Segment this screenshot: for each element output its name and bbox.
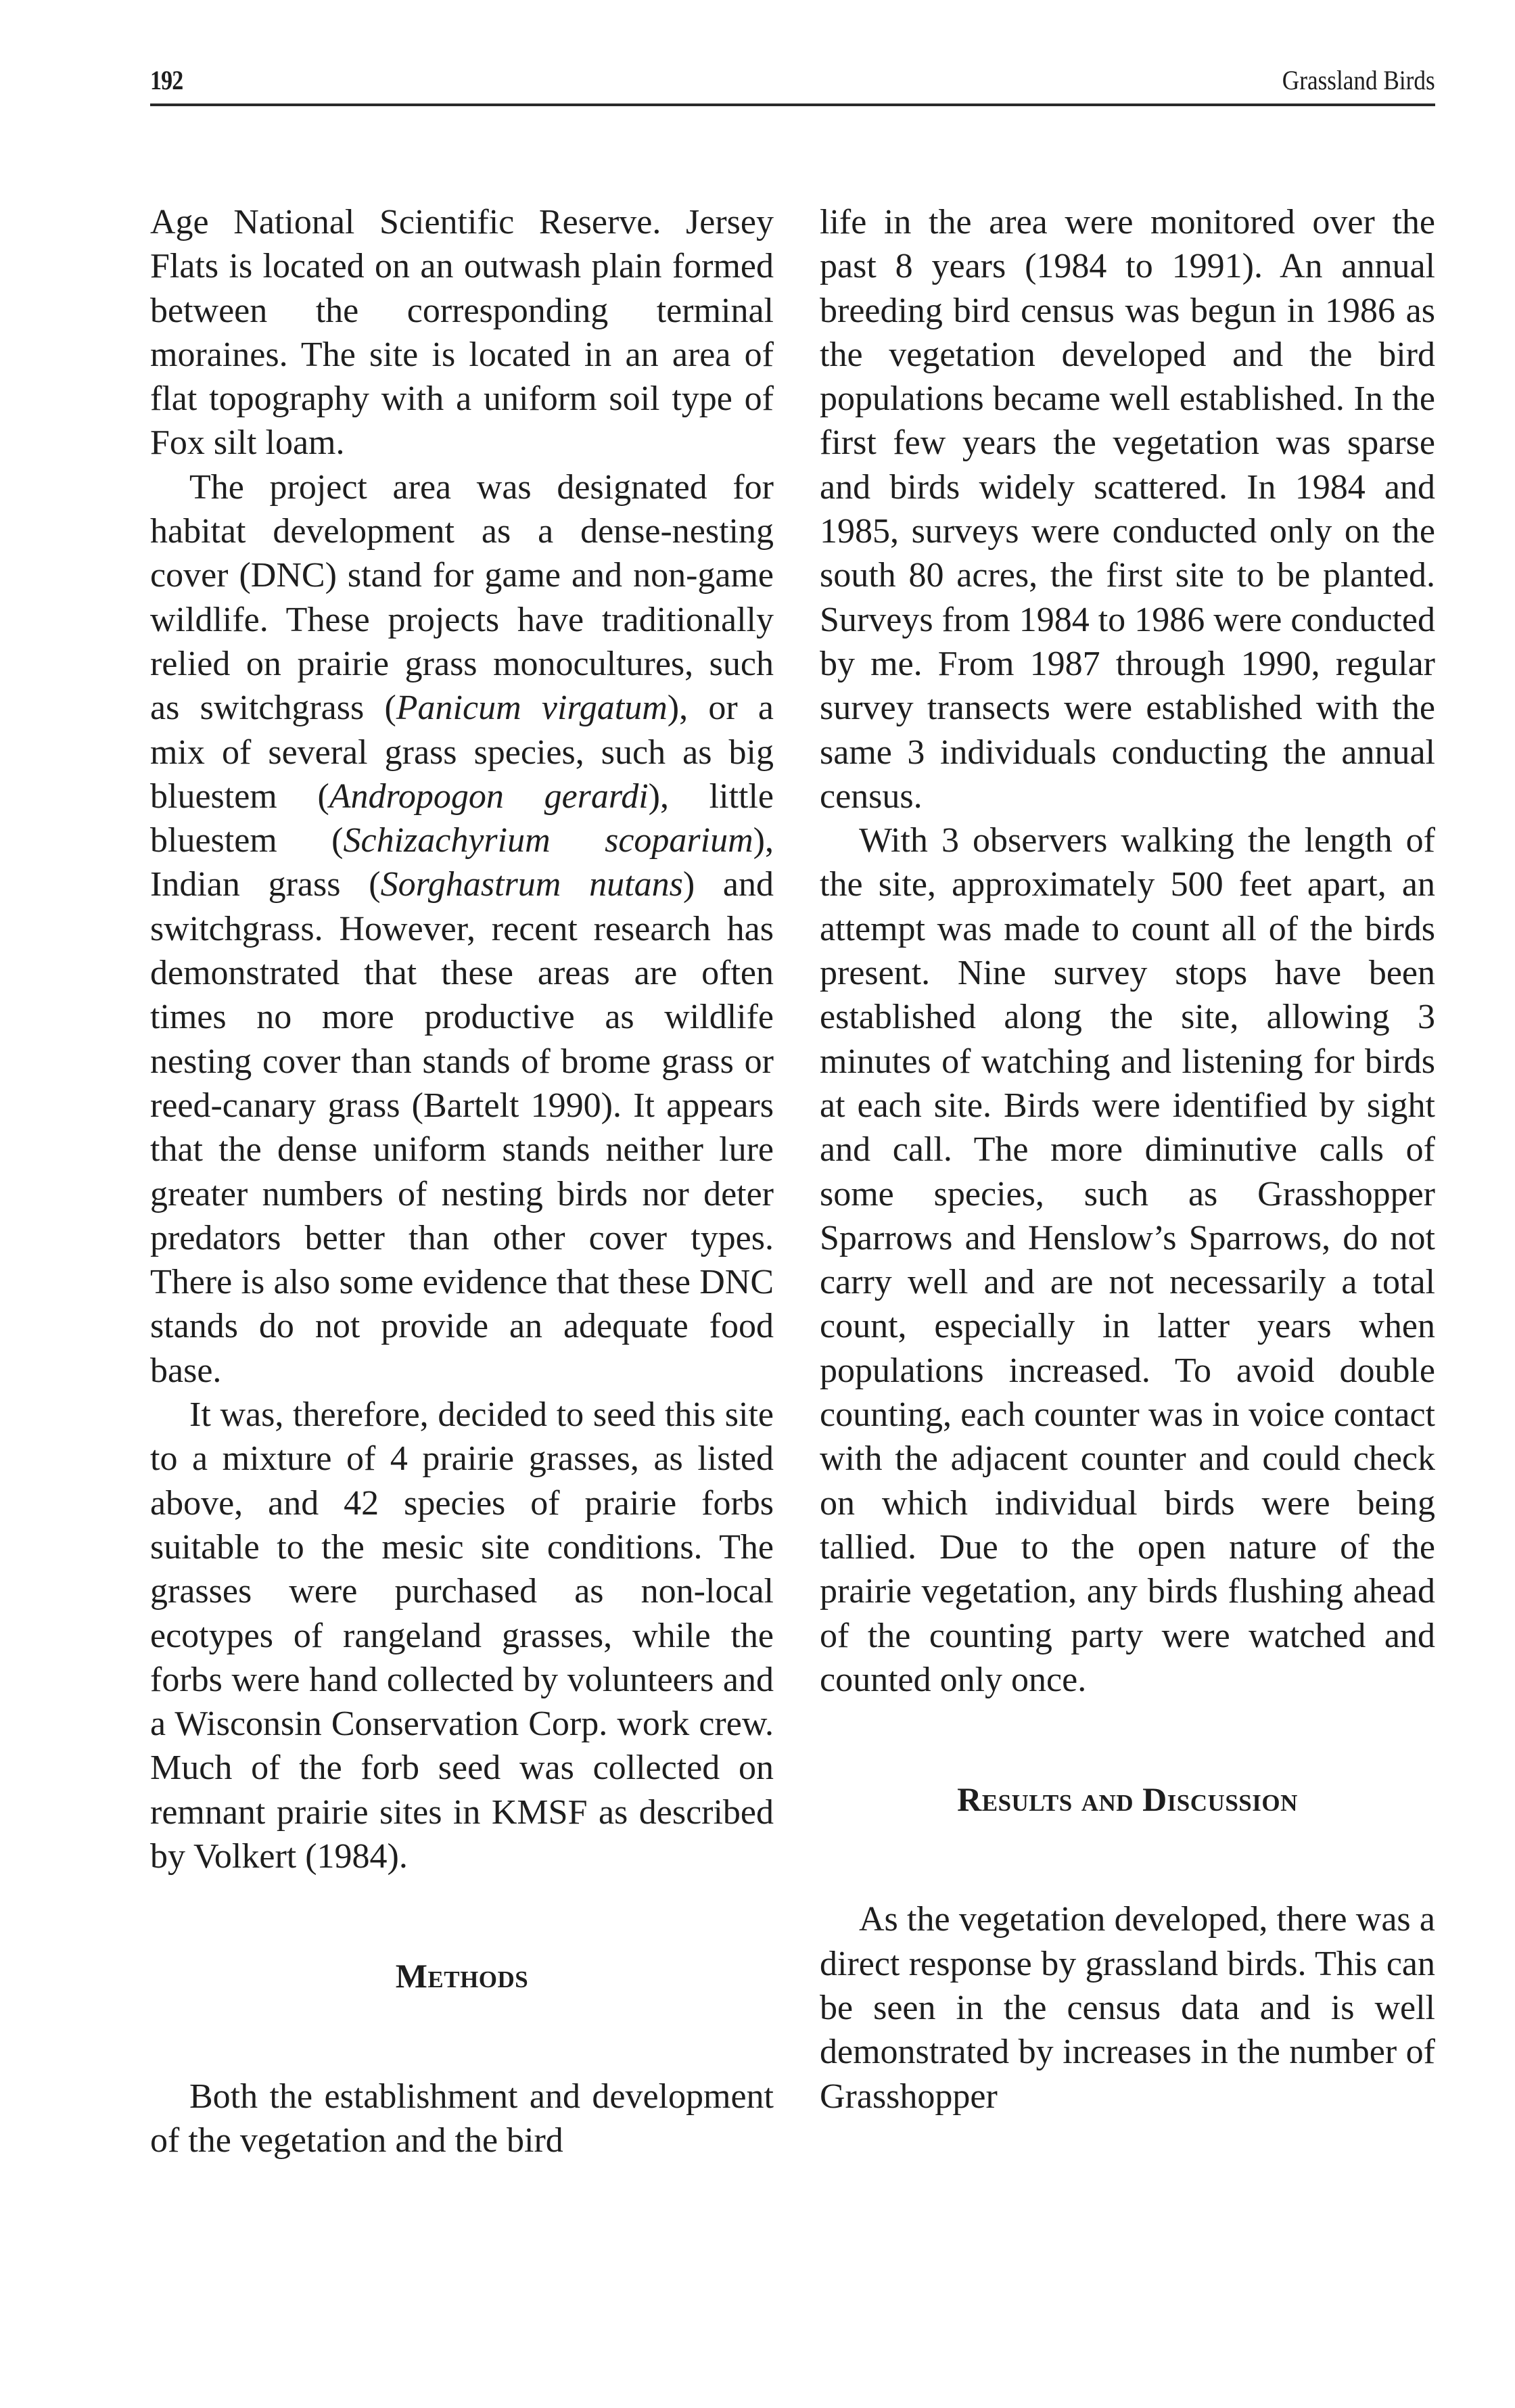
paragraph-site-description: Age National Scientific Reserve. Jersey Flats is located on an outwash plain formed between the corresponding terminal moraines. The site is located in an area of flat topography with a uniform soil type of Fox silt loam. [150, 203, 774, 463]
text-run: ) and switchgrass. However, recent research has demonstrated that these areas are often times no more productive as wildlife nesting cover than stands of brome grass or reed-canary grass (Bartelt 1990). It appears that the dense uniform stands neither lure greater numbers of nesting birds nor deter predators better than other cover types. There is also some evidence that these DNC stands do not provide an adequate food base. [150, 865, 774, 1390]
header-rule [150, 103, 1435, 106]
section-heading-results: Results and Discussion [957, 1780, 1298, 1819]
paragraph-results-start: As the vegetation developed, there was a direct response by grassland birds. This can be seen in the census data and is well demonstrated by increases in the number of Grasshopper [820, 1900, 1435, 2116]
running-head [150, 64, 1435, 98]
paragraph-monitoring: life in the area were monitored over the past 8 years (1984 to 1991). An annual breeding bird census was begun in 1986 as the vegetation developed and the bird populations became well established. In the first few years the vegetation was sparse and birds widely scattered. In 1984 and 1985, surveys were conducted only on the south 80 acres, the first site to be planted. Surveys from 1984 to 1986 were conducted by me. From 1987 through 1990, regular survey transects were established with the same 3 individuals conducting the annual census. [820, 203, 1435, 816]
section-heading-methods: Methods [395, 1957, 529, 1995]
species-name-switchgrass: Panicum virgatum [396, 689, 668, 728]
text-run: ), little bluestem ( [150, 777, 774, 860]
left-column [150, 200, 774, 2162]
right-column [820, 200, 1435, 2118]
text-run: ), Indian grass ( [150, 821, 774, 904]
paragraph-observers: With 3 observers walking the length of the site, approximately 500 feet apart, an attempt was made to count all of the birds present. Nine survey stops have been established along the site, allowing 3 minutes of watching and listening for birds at each site. Birds were identified by sight and call. The more diminutive calls of some species, such as Grasshopper Sparrows and Henslow’s Sparrows, do not carry well and are not necessarily a total count, especially in latter years when populations increased. To avoid double counting, each counter was in voice contact with the adjacent counter and could check on which individual birds were being tallied. Due to the open nature of the prairie vegetation, any birds flushing ahead of the counting party were watched and counted only once. [820, 821, 1435, 1699]
species-name-big-bluestem: Andropogon gerardi [329, 777, 649, 816]
page-number: 192 [150, 65, 183, 95]
text-run: The project area was designated for habitat development as a dense-nesting cover (DNC) stand for game and non-game wildlife. These projects have traditionally relied on prairie grass monocultures, such as switchgrass ( [150, 467, 774, 728]
paragraph-seeding: It was, therefore, decided to seed this site to a mixture of 4 prairie grasses, as listed above, and 42 species of prairie forbs suitable to the mesic site conditions. The grasses were purchased as non-local ecotypes of rangeland grasses, while the forbs were hand collected by volunteers and a Wisconsin Conservation Corp. work crew. Much of the forb seed was collected on remnant prairie sites in KMSF as described by Volkert (1984). [150, 1395, 774, 1876]
paragraph-project-area [150, 465, 774, 1393]
species-name-little-bluestem: Schizachyrium scoparium [343, 821, 753, 860]
species-name-indian-grass: Sorghastrum nutans [380, 865, 683, 904]
text-run: ), or a mix of several grass species, such as big bluestem ( [150, 689, 774, 816]
running-title: Grassland Birds [1282, 65, 1435, 95]
paragraph-methods-start: Both the establishment and development of the vegetation and the bird [150, 2077, 774, 2160]
